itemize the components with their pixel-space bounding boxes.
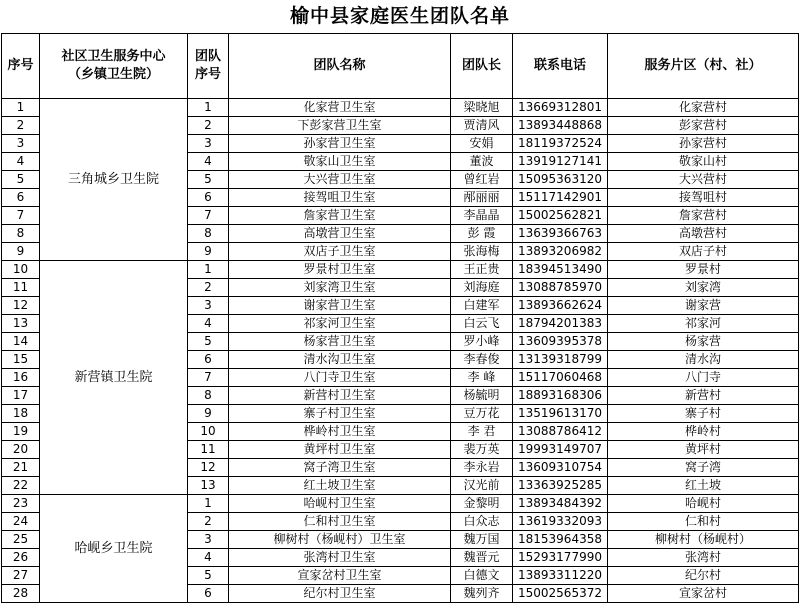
seq-cell: 18	[2, 405, 40, 423]
phone-cell: 19993149707	[513, 441, 608, 459]
header-center	[40, 34, 188, 99]
leader-cell: 李晶晶	[451, 207, 513, 225]
team-name-cell: 孙家营卫生室	[229, 135, 451, 153]
phone-cell: 18394513490	[513, 261, 608, 279]
team-name-cell: 高墩营卫生室	[229, 225, 451, 243]
header-area: 服务片区（村、社）	[608, 34, 799, 99]
leader-cell: 罗小峰	[451, 333, 513, 351]
phone-cell: 13669312801	[513, 99, 608, 117]
team-name-cell: 詹家营卫生室	[229, 207, 451, 225]
phone-cell: 13619332093	[513, 513, 608, 531]
phone-cell: 13919127141	[513, 153, 608, 171]
seq-cell: 19	[2, 423, 40, 441]
area-cell: 新营村	[608, 387, 799, 405]
phone-cell: 13139318799	[513, 351, 608, 369]
area-cell: 红土坡	[608, 477, 799, 495]
area-cell: 化家营村	[608, 99, 799, 117]
header-leader: 团队长	[451, 34, 513, 99]
leader-cell: 邴丽丽	[451, 189, 513, 207]
team-name-cell: 哈岘村卫生室	[229, 495, 451, 513]
team-name-cell: 柳树村（杨岘村）卫生室	[229, 531, 451, 549]
team-seq-cell: 6	[188, 351, 229, 369]
area-cell: 谢家营	[608, 297, 799, 315]
team-name-cell: 寨子村卫生室	[229, 405, 451, 423]
area-cell: 接驾咀村	[608, 189, 799, 207]
team-seq-cell: 7	[188, 369, 229, 387]
phone-cell: 13893206982	[513, 243, 608, 261]
seq-cell: 20	[2, 441, 40, 459]
team-name-cell: 大兴营卫生室	[229, 171, 451, 189]
area-cell: 祁家河	[608, 315, 799, 333]
area-cell: 罗景村	[608, 261, 799, 279]
team-name-cell: 张湾村卫生室	[229, 549, 451, 567]
leader-cell: 白德文	[451, 567, 513, 585]
leader-cell: 白云飞	[451, 315, 513, 333]
area-cell: 孙家营村	[608, 135, 799, 153]
phone-cell: 15002565372	[513, 585, 608, 603]
seq-cell: 7	[2, 207, 40, 225]
area-cell: 高墩营村	[608, 225, 799, 243]
team-seq-cell: 5	[188, 171, 229, 189]
team-name-cell: 黄坪村卫生室	[229, 441, 451, 459]
phone-cell: 15002562821	[513, 207, 608, 225]
leader-cell: 彭 霞	[451, 225, 513, 243]
header-phone: 联系电话	[513, 34, 608, 99]
phone-cell: 13893448868	[513, 117, 608, 135]
leader-cell: 魏万国	[451, 531, 513, 549]
team-seq-cell: 9	[188, 243, 229, 261]
area-cell: 桦岭村	[608, 423, 799, 441]
leader-cell: 贾清风	[451, 117, 513, 135]
leader-cell: 李永岩	[451, 459, 513, 477]
area-cell: 大兴营村	[608, 171, 799, 189]
team-name-cell: 八门寺卫生室	[229, 369, 451, 387]
team-name-cell: 纪尔村卫生室	[229, 585, 451, 603]
area-cell: 宣家岔村	[608, 585, 799, 603]
leader-cell: 李 峰	[451, 369, 513, 387]
leader-cell: 白众志	[451, 513, 513, 531]
seq-cell: 21	[2, 459, 40, 477]
seq-cell: 2	[2, 117, 40, 135]
team-name-cell: 罗景村卫生室	[229, 261, 451, 279]
area-cell: 敬家山村	[608, 153, 799, 171]
team-seq-cell: 7	[188, 207, 229, 225]
area-cell: 纪尔村	[608, 567, 799, 585]
team-seq-cell: 1	[188, 495, 229, 513]
seq-cell: 10	[2, 261, 40, 279]
leader-cell: 梁晓旭	[451, 99, 513, 117]
phone-cell: 13609310754	[513, 459, 608, 477]
center-cell: 三角城乡卫生院	[40, 99, 188, 261]
seq-cell: 4	[2, 153, 40, 171]
center-cell: 哈岘乡卫生院	[40, 495, 188, 603]
seq-cell: 9	[2, 243, 40, 261]
team-seq-cell: 3	[188, 297, 229, 315]
seq-cell: 5	[2, 171, 40, 189]
table-title: 榆中县家庭医生团队名单	[289, 5, 510, 27]
team-seq-cell: 8	[188, 225, 229, 243]
leader-cell: 杨毓明	[451, 387, 513, 405]
seq-cell: 8	[2, 225, 40, 243]
area-cell: 八门寺	[608, 369, 799, 387]
phone-cell: 13893662624	[513, 297, 608, 315]
leader-cell: 李春俊	[451, 351, 513, 369]
area-cell: 柳树村（杨岘村）	[608, 531, 799, 549]
seq-cell: 23	[2, 495, 40, 513]
phone-cell: 15293177990	[513, 549, 608, 567]
team-roster-table	[1, 33, 799, 603]
seq-cell: 12	[2, 297, 40, 315]
seq-cell: 27	[2, 567, 40, 585]
team-seq-cell: 4	[188, 153, 229, 171]
header-row	[2, 34, 799, 99]
header-center-line1: 社区卫生服务中心	[61, 49, 166, 64]
seq-cell: 15	[2, 351, 40, 369]
header-team-seq	[188, 34, 229, 99]
phone-cell: 13609395378	[513, 333, 608, 351]
team-seq-cell: 8	[188, 387, 229, 405]
area-cell: 刘家湾	[608, 279, 799, 297]
leader-cell: 魏列齐	[451, 585, 513, 603]
center-cell: 新营镇卫生院	[40, 261, 188, 495]
team-seq-cell: 6	[188, 585, 229, 603]
team-seq-cell: 2	[188, 117, 229, 135]
team-name-cell: 接驾咀卫生室	[229, 189, 451, 207]
team-name-cell: 红土坡卫生室	[229, 477, 451, 495]
team-seq-cell: 12	[188, 459, 229, 477]
team-name-cell: 化家营卫生室	[229, 99, 451, 117]
table-row	[2, 99, 799, 117]
team-seq-cell: 3	[188, 135, 229, 153]
phone-cell: 13363925285	[513, 477, 608, 495]
area-cell: 张湾村	[608, 549, 799, 567]
table-row	[2, 495, 799, 513]
phone-cell: 13088786412	[513, 423, 608, 441]
team-seq-cell: 13	[188, 477, 229, 495]
team-seq-cell: 4	[188, 315, 229, 333]
phone-cell: 13639366763	[513, 225, 608, 243]
team-seq-cell: 9	[188, 405, 229, 423]
team-name-cell: 桦岭村卫生室	[229, 423, 451, 441]
leader-cell: 李 君	[451, 423, 513, 441]
team-seq-cell: 2	[188, 279, 229, 297]
team-name-cell: 下彭家营卫生室	[229, 117, 451, 135]
leader-cell: 金黎明	[451, 495, 513, 513]
leader-cell: 汉光前	[451, 477, 513, 495]
seq-cell: 6	[2, 189, 40, 207]
seq-cell: 11	[2, 279, 40, 297]
phone-cell: 15095363120	[513, 171, 608, 189]
team-name-cell: 清水沟卫生室	[229, 351, 451, 369]
area-cell: 杨家营	[608, 333, 799, 351]
phone-cell: 18153964358	[513, 531, 608, 549]
leader-cell: 魏晋元	[451, 549, 513, 567]
team-seq-cell: 5	[188, 333, 229, 351]
team-name-cell: 祁家河卫生室	[229, 315, 451, 333]
seq-cell: 22	[2, 477, 40, 495]
phone-cell: 18119372524	[513, 135, 608, 153]
area-cell: 黄坪村	[608, 441, 799, 459]
team-name-cell: 仁和村卫生室	[229, 513, 451, 531]
team-seq-cell: 6	[188, 189, 229, 207]
team-name-cell: 双店子卫生室	[229, 243, 451, 261]
team-name-cell: 谢家营卫生室	[229, 297, 451, 315]
phone-cell: 15117142901	[513, 189, 608, 207]
leader-cell: 豆万花	[451, 405, 513, 423]
team-name-cell: 新营村卫生室	[229, 387, 451, 405]
leader-cell: 曾红岩	[451, 171, 513, 189]
leader-cell: 董波	[451, 153, 513, 171]
team-seq-cell: 11	[188, 441, 229, 459]
team-name-cell: 宣家岔村卫生室	[229, 567, 451, 585]
team-seq-cell: 1	[188, 99, 229, 117]
area-cell: 哈岘村	[608, 495, 799, 513]
header-seq: 序号	[2, 34, 40, 99]
phone-cell: 13893311220	[513, 567, 608, 585]
header-team-seq-line2: 序号	[194, 67, 221, 82]
header-team-seq-line1: 团队	[194, 49, 221, 64]
team-name-cell: 敬家山卫生室	[229, 153, 451, 171]
table-row	[2, 261, 799, 279]
leader-cell: 白建军	[451, 297, 513, 315]
team-name-cell: 刘家湾卫生室	[229, 279, 451, 297]
phone-cell: 13088785970	[513, 279, 608, 297]
area-cell: 詹家营村	[608, 207, 799, 225]
team-seq-cell: 2	[188, 513, 229, 531]
leader-cell: 张海梅	[451, 243, 513, 261]
header-team-name: 团队名称	[229, 34, 451, 99]
area-cell: 寨子村	[608, 405, 799, 423]
seq-cell: 3	[2, 135, 40, 153]
phone-cell: 15117060468	[513, 369, 608, 387]
phone-cell: 13519613170	[513, 405, 608, 423]
seq-cell: 24	[2, 513, 40, 531]
seq-cell: 13	[2, 315, 40, 333]
area-cell: 彭家营村	[608, 117, 799, 135]
leader-cell: 裴万英	[451, 441, 513, 459]
seq-cell: 16	[2, 369, 40, 387]
phone-cell: 18794201383	[513, 315, 608, 333]
header-center-line2: （乡镇卫生院）	[67, 67, 159, 82]
team-seq-cell: 5	[188, 567, 229, 585]
area-cell: 仁和村	[608, 513, 799, 531]
seq-cell: 25	[2, 531, 40, 549]
seq-cell: 17	[2, 387, 40, 405]
seq-cell: 1	[2, 99, 40, 117]
team-name-cell: 窝子湾卫生室	[229, 459, 451, 477]
team-name-cell: 杨家营卫生室	[229, 333, 451, 351]
leader-cell: 王正贵	[451, 261, 513, 279]
area-cell: 双店子村	[608, 243, 799, 261]
phone-cell: 13893484392	[513, 495, 608, 513]
team-seq-cell: 1	[188, 261, 229, 279]
team-seq-cell: 3	[188, 531, 229, 549]
seq-cell: 26	[2, 549, 40, 567]
area-cell: 清水沟	[608, 351, 799, 369]
phone-cell: 18893168306	[513, 387, 608, 405]
team-seq-cell: 10	[188, 423, 229, 441]
seq-cell: 14	[2, 333, 40, 351]
leader-cell: 刘海庭	[451, 279, 513, 297]
leader-cell: 安娟	[451, 135, 513, 153]
area-cell: 窝子湾	[608, 459, 799, 477]
seq-cell: 28	[2, 585, 40, 603]
team-seq-cell: 4	[188, 549, 229, 567]
